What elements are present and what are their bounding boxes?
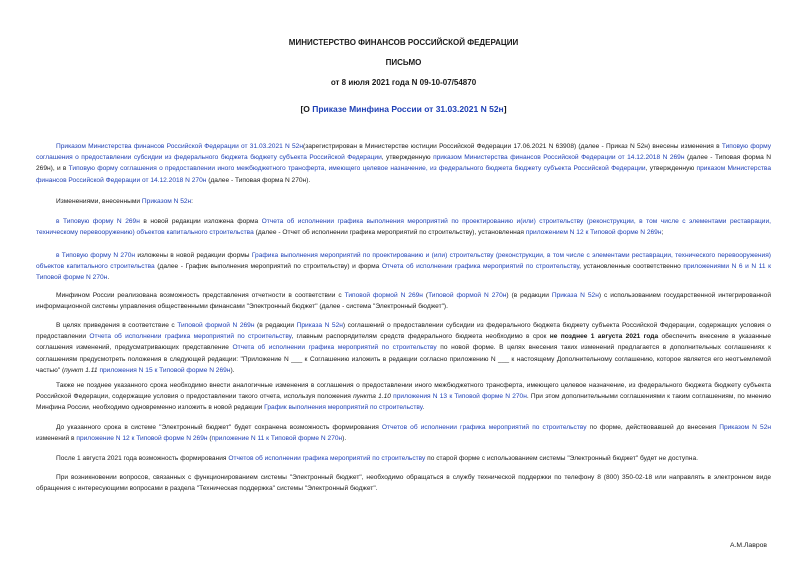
text: , утвержденную bbox=[645, 165, 697, 173]
link[interactable]: Отчетов об исполнении графика мероприятий по строительству bbox=[228, 455, 426, 462]
text: изложены в новой редакции формы bbox=[135, 252, 252, 259]
link[interactable]: в Типовую форму N 270н bbox=[56, 252, 136, 259]
reference-line bbox=[0, 104, 807, 114]
link[interactable]: Отчета об исполнении графика мероприятий по строительству bbox=[232, 344, 437, 352]
text: (в редакции bbox=[254, 322, 297, 329]
text: (далее - График выполнения мероприятий по строительству) и форма bbox=[154, 263, 382, 271]
paragraph-3 bbox=[36, 216, 771, 238]
doc-type: ПИСЬМО bbox=[385, 58, 422, 67]
link[interactable]: Приказом Министерства финансов Российской Федерации от 31.03.2021 N 52н bbox=[56, 143, 303, 150]
link[interactable]: приложения N 13 к Типовой форме N 270н bbox=[393, 393, 527, 401]
text: обеспечить внесение в указанные соглашения изменений, предусматривающих представление bbox=[36, 333, 772, 352]
paragraph-2 bbox=[36, 196, 771, 207]
text: Минфином России реализована возможность представления отчетности в соответствии с bbox=[56, 292, 345, 299]
text: ) (в редакции bbox=[506, 292, 552, 299]
text: (далее - Типовая форма N 270н). bbox=[206, 176, 311, 184]
text: До указанного срока в системе "Электронный бюджет" будет сохранена возможность формирования bbox=[56, 424, 382, 431]
link[interactable]: приложение N 11 к Типовой форме N 270н bbox=[211, 435, 343, 443]
link[interactable]: Типовую форму соглашения о предоставлении субсидии из федерального бюджета бюджету субъекта Российской Федерации bbox=[36, 143, 771, 162]
link[interactable]: Типовой формой N 270н bbox=[428, 292, 507, 299]
text: ). bbox=[230, 366, 235, 374]
link[interactable]: Приказа N 52н bbox=[296, 322, 343, 329]
link[interactable]: Отчетов об исполнении графика мероприятий по строительству bbox=[381, 424, 587, 431]
paragraph-6 bbox=[36, 320, 771, 376]
paragraph-8 bbox=[36, 422, 771, 444]
text: , установленные соответственно bbox=[579, 263, 684, 271]
text: . bbox=[107, 274, 110, 282]
link[interactable]: приложением N 12 к Типовой форме N 269н bbox=[525, 229, 662, 237]
link[interactable]: Отчета об исполнении графика мероприятий по строительству bbox=[381, 263, 580, 271]
link[interactable]: Отчета об исполнении графика мероприятий по строительству bbox=[89, 333, 292, 341]
ref-open: [О bbox=[300, 104, 313, 114]
link[interactable]: Графика выполнения мероприятий по проектированию и (или) строительству (реконструкции, в том числе с элементами реставрации, технического перевооружения) объектов капитального строительства bbox=[36, 252, 771, 271]
link[interactable]: приложения N 15 к Типовой форме N 269н bbox=[99, 366, 231, 374]
text: , главным распорядителям средств федерального бюджета необходимо в срок bbox=[291, 333, 550, 341]
link[interactable]: приказом Министерства финансов Российской Федерации от 14.12.2018 N 269н bbox=[433, 154, 685, 162]
text: , утвержденную bbox=[381, 154, 434, 162]
link[interactable]: График выполнения мероприятий по строительству bbox=[264, 404, 423, 412]
paragraph-7 bbox=[36, 380, 771, 414]
text: ( bbox=[207, 435, 212, 443]
text: Также не позднее указанного срока необходимо внести аналогичные изменения в соглашения о предоставлении иного межбюджетного трансферта, имеющего целевое назначение, из федерального бюджета бюджету субъекта Российской Федерации, содержащие условия о предоставлении такого отчета, используя положения bbox=[36, 382, 771, 401]
link[interactable]: приложениями N 6 и N 11 к Типовой форме N 270н bbox=[36, 263, 772, 282]
text: После 1 августа 2021 года возможность формирования bbox=[56, 455, 229, 462]
deadline-text: не позднее 1 августа 2021 года bbox=[549, 333, 659, 341]
text: по новой форме. В целях внесения таких изменений предлагается в дополнительных соглашениях к соглашениям предусмотреть положения в следующей редакции: "Приложение N ___ к Соглашению изложить в редакции согласно приложению N ___ к настоящему Дополнительному соглашению, которое является его неотъемлемой частью" ( bbox=[36, 344, 772, 374]
link[interactable]: в Типовую форму N 269н bbox=[56, 218, 140, 225]
text: в новой редакции изложена форма bbox=[139, 218, 262, 225]
text: изменений в bbox=[36, 435, 77, 443]
link[interactable]: Типовой формой N 269н bbox=[177, 322, 255, 329]
text: : bbox=[191, 198, 194, 205]
text: ; bbox=[661, 229, 664, 237]
text: ) с использованием государственной интегрированной информационной системы управления общественными финансами "Электронный бюджет" (далее - система "Электронный бюджет"). bbox=[36, 292, 771, 311]
doc-date-number: от 8 июля 2021 года N 09-10-07/54870 bbox=[330, 78, 477, 87]
paragraph-4 bbox=[36, 250, 771, 284]
link[interactable]: Приказом N 52н bbox=[719, 424, 772, 431]
text: ) соглашений о предоставлении субсидии из федерального бюджета бюджету субъекта Российской Федерации, содержащих условия о предоставлении bbox=[36, 322, 771, 341]
italic-text: пункт 1.11 bbox=[64, 366, 98, 374]
ref-link[interactable]: Приказе Минфина России от 31.03.2021 N 52н bbox=[312, 104, 504, 114]
text: ). bbox=[342, 435, 347, 443]
link[interactable]: Отчета об исполнении графика выполнения мероприятий по проектированию и(или) строительству (реконструкции, в том числе с элементами реставрации, техническому перевооружению) объектов капитального строительства bbox=[36, 218, 771, 237]
text: Изменениями, внесенными bbox=[56, 198, 142, 205]
link[interactable]: Типовой формой N 269н bbox=[344, 292, 423, 299]
text: (далее - Отчет об исполнении графика мероприятий по строительству), установленная bbox=[253, 229, 526, 237]
link[interactable]: Приказа N 52н bbox=[551, 292, 599, 299]
text: При возникновении вопросов, связанных с функционированием системы "Электронный бюджет", необходимо обращаться в службу технической поддержки по телефону 8 (800) 350-02-18 или направлять в электронном виде обращения с интересующими вопросами в раздела "Техническая поддержка" системы "Электронный бюджет". bbox=[36, 474, 771, 493]
link[interactable]: Типовую форму соглашения о предоставлении иного межбюджетного трансферта, имеющего целевое назначение, из федерального бюджета бюджету субъекта Российской Федерации bbox=[68, 165, 646, 173]
text: по старой форме с использованием системы "Электронный бюджет" будет не доступна. bbox=[425, 455, 698, 462]
link[interactable]: приказом Министерства финансов Российской Федерации от 14.12.2018 N 270н bbox=[36, 165, 771, 184]
text: (далее - Типовая форма N 269н), и в bbox=[36, 154, 771, 173]
text: . При этом дополнительными соглашениями к таким соглашениям, по мнению Минфина России, необходимо одновременно изложить в новой редакции bbox=[36, 393, 771, 412]
ministry-title: МИНИСТЕРСТВО ФИНАНСОВ РОССИЙСКОЙ ФЕДЕРАЦИИ bbox=[288, 38, 519, 47]
text: . bbox=[422, 404, 425, 412]
text: ( bbox=[422, 292, 429, 299]
paragraph-1 bbox=[36, 141, 771, 186]
ref-close: ] bbox=[503, 104, 507, 114]
text: В целях приведения в соответствие с bbox=[56, 322, 178, 329]
paragraph-9 bbox=[36, 453, 771, 464]
paragraph-5 bbox=[36, 290, 771, 312]
italic-text: пункта 1.10 bbox=[353, 393, 391, 401]
paragraph-10 bbox=[36, 472, 771, 494]
text: по форме, действовавшей до внесения bbox=[586, 424, 720, 431]
signature: А.М.Лавров bbox=[730, 542, 767, 549]
text: (зарегистрирован в Министерстве юстиции Российской Федерации 17.06.2021 N 63908) (далее - Приказ N 52н) внесены изменения в bbox=[303, 143, 722, 150]
link[interactable]: Приказом N 52н bbox=[141, 198, 192, 205]
link[interactable]: приложение N 12 к Типовой форме N 269н bbox=[76, 435, 208, 443]
